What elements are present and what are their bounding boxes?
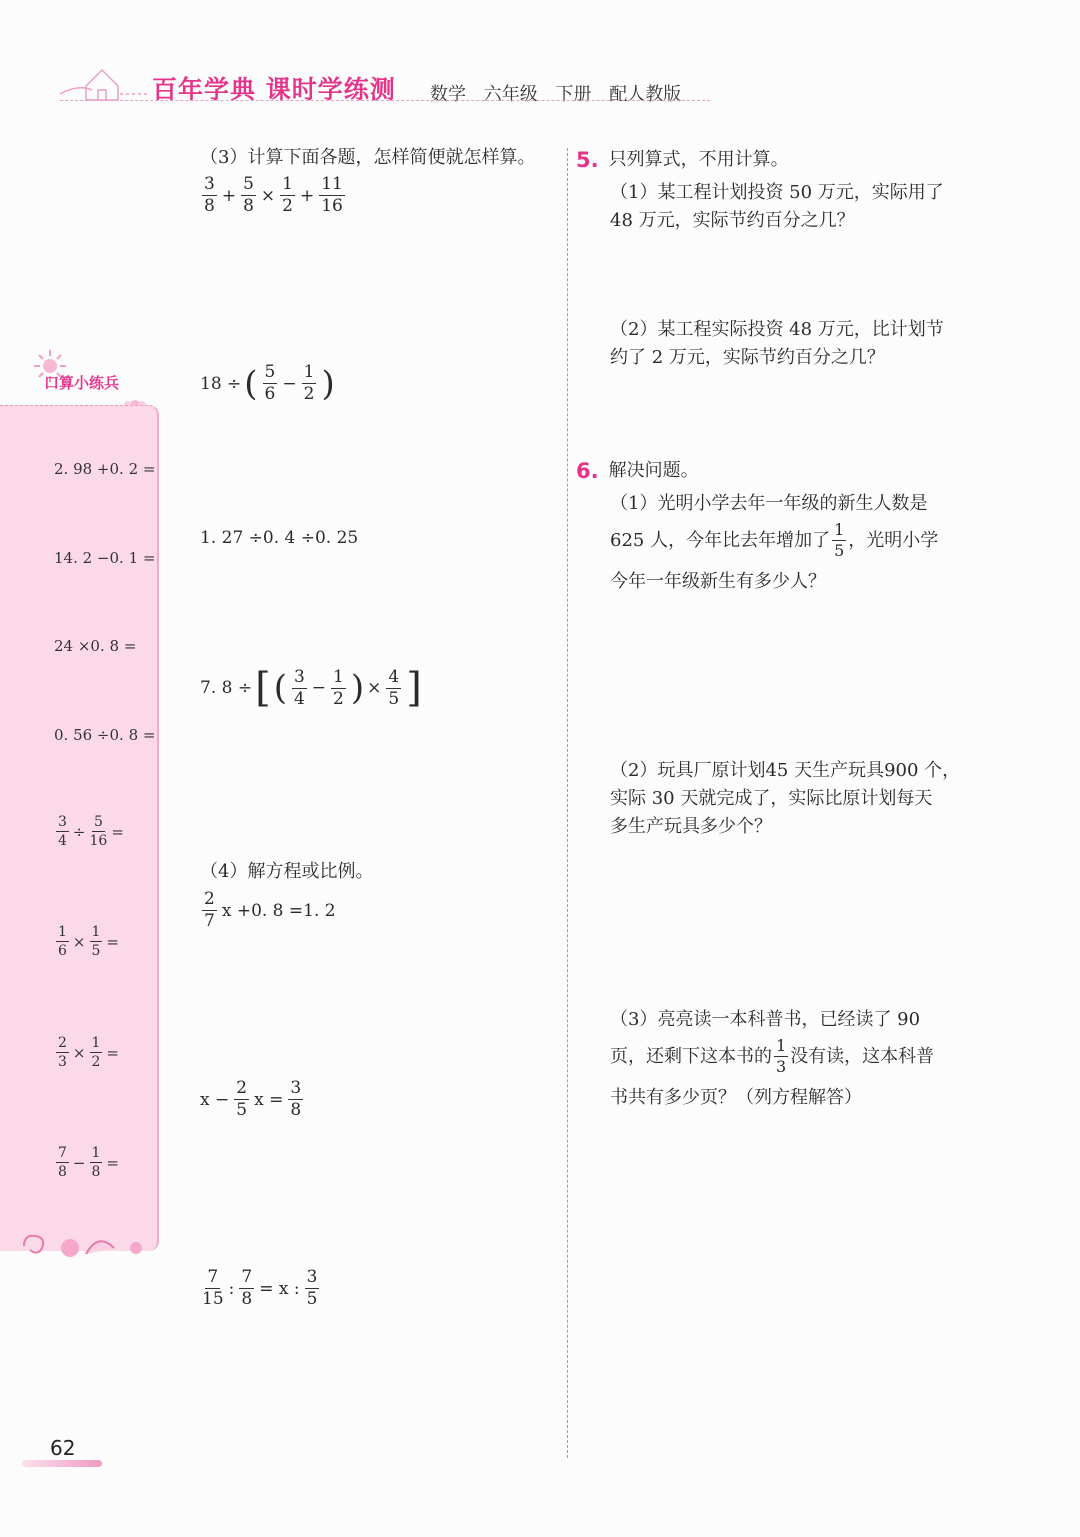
q6-1-text: 625 人，今年比去年增加了 $\frac{1}{5}$ ，光明小学	[610, 520, 939, 560]
q5-2-text: 约了 2 万元，实际节约百分之几？	[610, 347, 885, 368]
mental-math-item: $\frac{2}{3}$ × $\frac{1}{2}$ =	[58, 1035, 119, 1070]
q6-1-text: （1）光明小学去年一年级的新生人数是	[610, 493, 928, 514]
mental-math-item: 24 ×0. 8 =	[54, 637, 137, 655]
q3-title: （3）计算下面各题，怎样简便就怎样算。	[200, 147, 536, 168]
equation-2: x − $\frac{2}{5}$ x = $\frac{3}{8}$	[200, 1078, 302, 1120]
q6-2-text: （2）玩具厂原计划45 天生产玩具900 个，	[610, 760, 961, 781]
mental-math-item: $\frac{7}{8}$ − $\frac{1}{8}$ =	[58, 1145, 119, 1180]
q6-2-text: 多生产玩具多少个？	[610, 816, 772, 837]
q5-1-text: 48 万元，实际节约百分之几？	[610, 210, 855, 231]
q6-2-text: 实际 30 天就完成了，实际比原计划每天	[610, 788, 933, 809]
mental-math-item: 0. 56 ÷0. 8 =	[54, 726, 156, 744]
swirl-decoration-icon	[18, 1226, 148, 1266]
series-title: 百年学典 课时学练测	[152, 75, 396, 104]
q5-2-text: （2）某工程实际投资 48 万元，比计划节	[610, 319, 944, 340]
q6-3-text: 页，还剩下这本书的 $\frac{1}{3}$ 没有读，这本科普	[610, 1036, 935, 1076]
q5-number: 5.	[576, 148, 599, 172]
page-number: 62	[50, 1436, 76, 1460]
expression-4: 7. 8 ÷ [ ( $\frac{3}{4}$ − $\frac{1}{2}$ ) × $\frac{4}{5}$ ]	[200, 665, 422, 711]
sidebar-title: 口算小练兵	[44, 374, 120, 392]
mental-math-item: $\frac{1}{6}$ × $\frac{1}{5}$ =	[58, 924, 119, 959]
q6-1-text: 今年一年级新生有多少人？	[610, 571, 826, 592]
header-grade: 六年级	[483, 84, 538, 105]
q5-heading	[576, 146, 789, 174]
q5-title: 只列算式，不用计算。	[608, 149, 789, 170]
header-rule	[60, 100, 710, 102]
q6-3-text: 书共有多少页？（列方程解答）	[610, 1087, 862, 1108]
mental-math-item: 14. 2 −0. 1 =	[54, 549, 156, 567]
expression-2: 18 ÷ ( $\frac{5}{6}$ − $\frac{1}{2}$ )	[200, 362, 335, 404]
proportion-equation: $\frac{7}{15}$ : $\frac{7}{8}$ = x : $\frac{3}{5}$	[202, 1267, 318, 1309]
q4-title: （4）解方程或比例。	[200, 861, 374, 882]
q6-3-text: （3）亮亮读一本科普书，已经读了 90	[610, 1009, 921, 1030]
q6-title: 解决问题。	[608, 460, 699, 481]
page-number-bar	[22, 1460, 102, 1467]
q6-heading	[576, 457, 699, 485]
expression-3: 1. 27 ÷0. 4 ÷0. 25	[200, 528, 359, 548]
q6-number: 6.	[576, 459, 599, 483]
header-subject: 数学	[430, 84, 466, 105]
header-meta	[430, 80, 681, 106]
expression-1: $\frac{3}{8}$ + $\frac{5}{8}$ × $\frac{1}{2}$ + $\frac{11}{16}$	[204, 174, 343, 216]
equation-1: $\frac{2}{7}$ x +0. 8 =1. 2	[204, 889, 336, 931]
mental-math-item: $\frac{3}{4}$ ÷ $\frac{5}{16}$ =	[58, 814, 124, 849]
column-divider	[567, 148, 568, 1458]
header-edition: 配人教版	[609, 84, 682, 105]
mental-math-item: 2. 98 +0. 2 =	[54, 460, 156, 478]
house-logo-icon	[58, 64, 150, 104]
q5-1-text: （1）某工程计划投资 50 万元，实际用了	[610, 182, 944, 203]
header-volume: 下册	[555, 84, 592, 105]
